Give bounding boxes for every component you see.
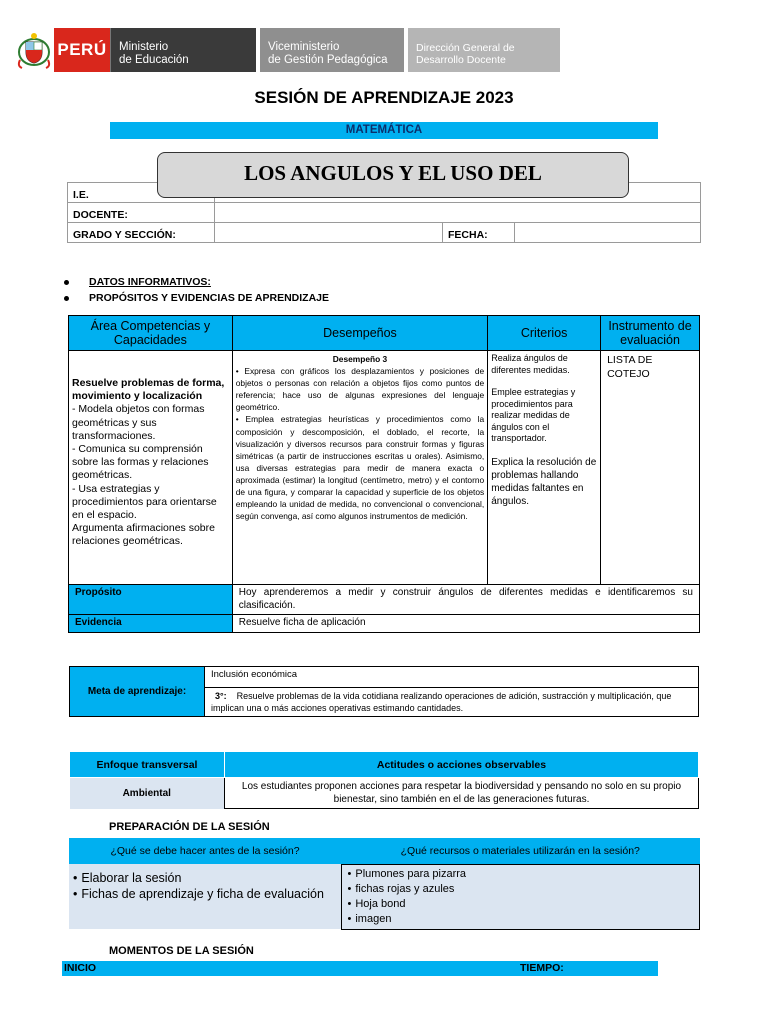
tiempo-label: TIEMPO: bbox=[520, 962, 564, 974]
col-header-instrumento: Instrumento de evaluación bbox=[601, 316, 700, 351]
instrumento-cell: LISTA DE COTEJO bbox=[601, 351, 700, 585]
capacidad-item: - Usa estrategias y procedimientos para orientarse en el espacio. bbox=[72, 482, 217, 522]
antes-cell bbox=[69, 864, 341, 929]
recursos-list bbox=[348, 867, 694, 927]
desempenos-cell bbox=[232, 351, 487, 585]
meta-line1: Inclusión económica bbox=[205, 667, 699, 688]
competencia-title: Resuelve problemas de forma, movimiento y localización bbox=[72, 377, 225, 403]
capacidad-item: Argumenta afirmaciones sobre relaciones geométricas. bbox=[72, 522, 215, 548]
enfoque-name: Ambiental bbox=[70, 778, 225, 809]
meta-label: Meta de aprendizaje: bbox=[70, 667, 205, 717]
meta-table bbox=[69, 666, 699, 717]
page-title: SESIÓN DE APRENDIZAJE 2023 bbox=[254, 88, 514, 107]
capacidad-item: - Modela objetos con formas geométricas y sus transformaciones. bbox=[72, 403, 205, 442]
criterios-cell bbox=[488, 351, 601, 585]
antes-header: ¿Qué se debe hacer antes de la sesión? bbox=[69, 838, 341, 864]
desempeno-title: Desempeño 3 bbox=[332, 354, 388, 364]
ie-label: I.E. bbox=[68, 183, 215, 203]
bullet-dot bbox=[64, 280, 69, 285]
list-item: • imagen bbox=[348, 912, 694, 927]
enfoque-header: Enfoque transversal bbox=[70, 752, 225, 778]
fecha-label: FECHA: bbox=[443, 223, 515, 243]
proposito-label: Propósito bbox=[69, 585, 233, 615]
list-item: • Plumones para pizarra bbox=[348, 867, 694, 882]
criterio-item: Explica la resolución de problemas hallando medidas faltantes en ángulos. bbox=[491, 456, 597, 508]
criterio-item: Realiza ángulos de diferentes medidas. bbox=[491, 353, 570, 375]
recursos-header: ¿Qué recursos o materiales utilizarán en la sesión? bbox=[341, 838, 700, 864]
enfoque-text: Los estudiantes proponen acciones para respetar la biodiversidad y pensando no solo en su propio bienestar, sino también en el de las generaciones futuras. bbox=[225, 778, 699, 809]
criterio-item: Emplee estrategias y procedimientos para realizar medidas de ángulos con el transportador. bbox=[491, 387, 576, 443]
peru-coat-of-arms-icon bbox=[14, 28, 54, 72]
proposito-text: Hoy aprenderemos a medir y construir ángulos de diferentes medidas e identificaremos su clasificación. bbox=[232, 585, 699, 615]
list-item: • Fichas de aprendizaje y ficha de evaluación bbox=[73, 886, 337, 902]
momentos-title: MOMENTOS DE LA SESIÓN bbox=[109, 945, 254, 957]
header-logos bbox=[14, 28, 560, 72]
viceministry-label bbox=[260, 28, 404, 72]
bullet-dot bbox=[64, 296, 69, 301]
propositos-label: PROPÓSITOS Y EVIDENCIAS DE APRENDIZAJE bbox=[89, 292, 330, 304]
col-header-area: Área Competencias y Capacidades bbox=[69, 316, 233, 351]
subject-bar: MATEMÁTICA bbox=[110, 122, 658, 139]
list-item: • Hoja bond bbox=[348, 897, 694, 912]
docente-label: DOCENTE: bbox=[68, 203, 215, 223]
competencias-table bbox=[68, 315, 700, 633]
actitudes-header: Actitudes o acciones observables bbox=[225, 752, 699, 778]
direction-label bbox=[408, 28, 560, 72]
peru-brand: PERÚ bbox=[54, 28, 110, 72]
dir-line1: Dirección General de bbox=[416, 42, 515, 54]
grado-value[interactable] bbox=[215, 223, 443, 243]
inicio-bar bbox=[62, 961, 658, 976]
topic-title: LOS ANGULOS Y EL USO DEL bbox=[157, 152, 629, 198]
list-item: • Elaborar la sesión bbox=[73, 870, 337, 886]
evidencia-text: Resuelve ficha de aplicación bbox=[232, 615, 699, 633]
list-item: • fichas rojas y azules bbox=[348, 882, 694, 897]
preparacion-table bbox=[69, 838, 700, 930]
evidencia-label: Evidencia bbox=[69, 615, 233, 633]
meta-grade: 3°: bbox=[215, 691, 227, 701]
ministry-line1: Ministerio bbox=[119, 41, 169, 53]
meta-line2-cell bbox=[205, 688, 699, 717]
ministry-line2: de Educación bbox=[119, 54, 189, 66]
bullet-propositos bbox=[64, 292, 329, 304]
dir-line2: Desarrollo Docente bbox=[416, 54, 506, 66]
enfoque-table bbox=[69, 751, 699, 809]
bullet-datos bbox=[64, 276, 211, 288]
antes-list bbox=[73, 870, 337, 902]
fecha-value[interactable] bbox=[515, 223, 701, 243]
recursos-cell bbox=[341, 864, 700, 929]
col-header-desempenos: Desempeños bbox=[232, 316, 487, 351]
inicio-label: INICIO bbox=[64, 962, 97, 974]
meta-line2: Resuelve problemas de la vida cotidiana realizando operaciones de adición, sustracción y multiplicación, que implican una o más acciones operativas estimando cantidades. bbox=[211, 691, 672, 713]
ministry-label bbox=[110, 28, 256, 72]
col-header-criterios: Criterios bbox=[488, 316, 601, 351]
desempeno-item: • Expresa con gráficos los desplazamientos y posiciones de objetos o personas con relación a objetos fijos como puntos de referencia; hace uso de algunas expresiones del lenguaje geométrico. bbox=[235, 366, 485, 413]
grado-label: GRADO Y SECCIÓN: bbox=[68, 223, 215, 243]
docente-value[interactable] bbox=[215, 203, 701, 223]
vice-line1: Viceministerio bbox=[268, 41, 340, 53]
datos-label: DATOS INFORMATIVOS: bbox=[89, 276, 211, 288]
capacidades-cell bbox=[69, 351, 233, 585]
vice-line2: de Gestión Pedagógica bbox=[268, 54, 388, 66]
desempeno-item: • Emplea estrategias heurísticas y procedimientos como la composición y descomposición, el doblado, el recorte, la visualización y diversos recursos para construir formas y figuras simétricas (a partir de instrucciones escritas u orales). Asimismo, usa diversas estrategias para medir de manera exacta o aproximada (estimar) la longitud (centímetro, metro) y el contorno de una figura, y comparar la capacidad y superficie de los objetos empleando la unidad de medida, no convencional o convencional, según convenga, así como algunos instrumentos de medición. bbox=[235, 414, 485, 522]
capacidad-item: - Comunica su comprensión sobre las formas y relaciones geométricas. bbox=[72, 443, 209, 482]
preparacion-title: PREPARACIÓN DE LA SESIÓN bbox=[109, 821, 270, 833]
